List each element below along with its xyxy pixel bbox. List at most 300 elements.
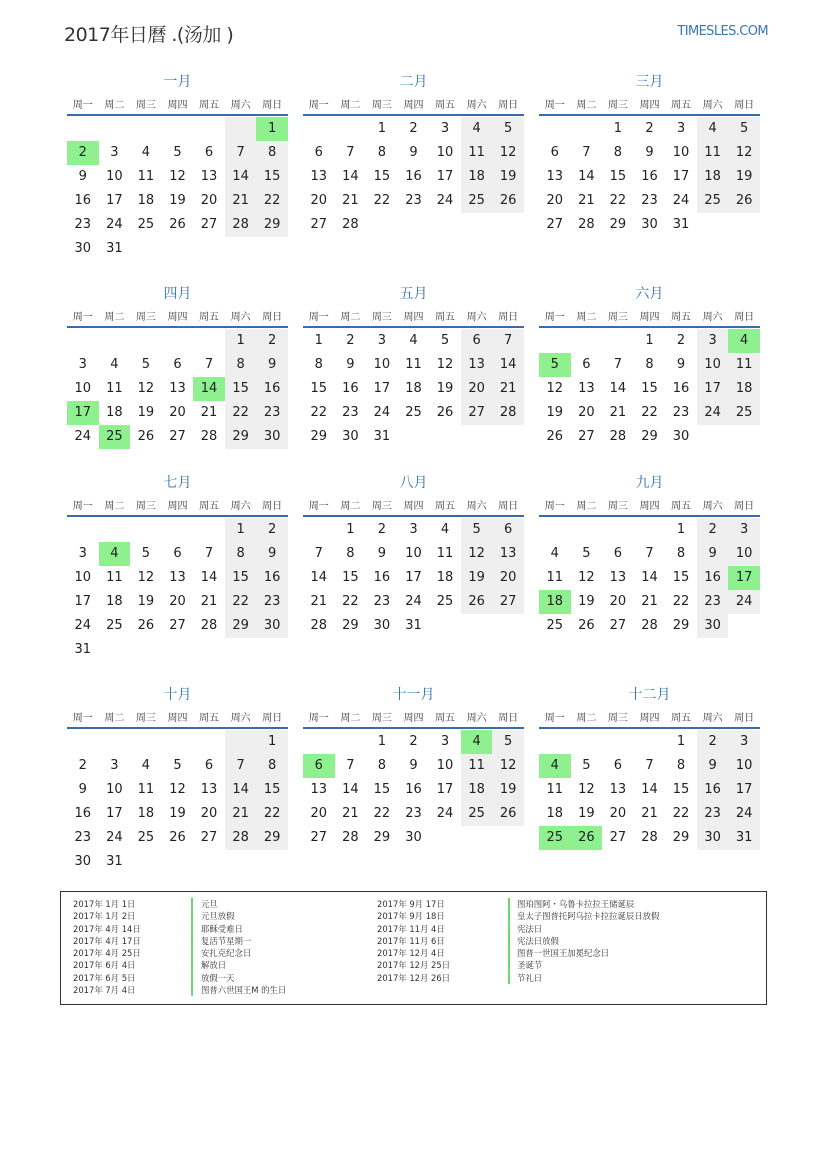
day-cell[interactable]: 26 xyxy=(571,826,603,850)
site-link[interactable]: TIMESLES.COM xyxy=(677,24,768,39)
day-cell[interactable]: 23 xyxy=(672,405,690,420)
day-cell[interactable]: 22 xyxy=(256,802,288,826)
day-cell[interactable]: 24 xyxy=(373,405,391,420)
day-cell[interactable]: 11 xyxy=(728,353,760,377)
day-cell[interactable]: 6 xyxy=(204,145,214,160)
day-cell[interactable]: 6 xyxy=(173,357,182,372)
day-cell[interactable]: 28 xyxy=(200,618,218,633)
day-cell[interactable]: 16 xyxy=(256,377,288,401)
day-cell[interactable]: 14 xyxy=(641,782,658,797)
day-cell[interactable]: 7 xyxy=(346,145,355,160)
day-cell[interactable]: 4 xyxy=(99,542,131,566)
day-cell[interactable]: 22 xyxy=(672,594,690,609)
day-cell[interactable]: 6 xyxy=(492,518,524,542)
day-cell[interactable]: 15 xyxy=(225,566,257,590)
day-cell[interactable]: 21 xyxy=(492,377,524,401)
day-cell[interactable]: 15 xyxy=(373,782,391,797)
day-cell[interactable]: 16 xyxy=(74,806,92,821)
day-cell[interactable]: 20 xyxy=(578,405,595,420)
day-cell[interactable]: 27 xyxy=(461,401,493,425)
day-cell[interactable]: 4 xyxy=(697,117,729,141)
day-cell[interactable]: 11 xyxy=(436,546,454,561)
day-cell[interactable]: 26 xyxy=(546,429,564,444)
day-cell[interactable]: 17 xyxy=(728,566,760,590)
day-cell[interactable]: 6 xyxy=(173,546,182,561)
day-cell[interactable]: 7 xyxy=(314,546,323,561)
day-cell[interactable]: 15 xyxy=(672,570,690,585)
day-cell[interactable]: 2 xyxy=(409,121,418,136)
day-cell[interactable]: 17 xyxy=(697,377,729,401)
day-cell[interactable]: 19 xyxy=(546,405,564,420)
day-cell[interactable]: 18 xyxy=(436,570,454,585)
day-cell[interactable]: 24 xyxy=(728,802,760,826)
day-cell[interactable]: 13 xyxy=(578,381,595,396)
day-cell[interactable]: 27 xyxy=(169,429,186,444)
day-cell[interactable]: 30 xyxy=(672,429,690,444)
day-cell[interactable]: 19 xyxy=(492,165,524,189)
day-cell[interactable]: 11 xyxy=(137,169,155,184)
day-cell[interactable]: 20 xyxy=(492,566,524,590)
day-cell[interactable]: 31 xyxy=(373,429,391,444)
day-cell[interactable]: 30 xyxy=(697,826,729,850)
day-cell[interactable]: 13 xyxy=(609,570,627,585)
day-cell[interactable]: 28 xyxy=(641,830,658,845)
day-cell[interactable]: 30 xyxy=(74,241,92,256)
day-cell[interactable]: 6 xyxy=(582,357,591,372)
day-cell[interactable]: 19 xyxy=(461,566,493,590)
day-cell[interactable]: 26 xyxy=(492,802,524,826)
day-cell[interactable]: 11 xyxy=(106,570,123,585)
day-cell[interactable]: 12 xyxy=(728,141,760,165)
day-cell[interactable]: 12 xyxy=(578,570,595,585)
day-cell[interactable]: 3 xyxy=(676,121,686,136)
day-cell[interactable]: 29 xyxy=(225,614,257,638)
day-cell[interactable]: 26 xyxy=(578,618,595,633)
day-cell[interactable]: 18 xyxy=(106,594,123,609)
day-cell[interactable]: 4 xyxy=(141,145,151,160)
day-cell[interactable]: 21 xyxy=(342,806,359,821)
day-cell[interactable]: 23 xyxy=(256,401,288,425)
day-cell[interactable]: 25 xyxy=(405,405,422,420)
day-cell[interactable]: 5 xyxy=(173,758,182,773)
day-cell[interactable]: 21 xyxy=(225,802,257,826)
day-cell[interactable]: 17 xyxy=(672,169,690,184)
day-cell[interactable]: 30 xyxy=(74,854,92,869)
day-cell[interactable]: 20 xyxy=(609,806,627,821)
day-cell[interactable]: 19 xyxy=(137,594,155,609)
day-cell[interactable]: 19 xyxy=(578,594,595,609)
day-cell[interactable]: 24 xyxy=(436,806,454,821)
day-cell[interactable]: 26 xyxy=(169,217,186,232)
day-cell[interactable]: 20 xyxy=(169,594,186,609)
day-cell[interactable]: 17 xyxy=(373,381,391,396)
day-cell[interactable]: 14 xyxy=(578,169,595,184)
day-cell[interactable]: 5 xyxy=(728,117,760,141)
day-cell[interactable]: 2 xyxy=(67,141,99,165)
day-cell[interactable]: 22 xyxy=(256,189,288,213)
day-cell[interactable]: 8 xyxy=(346,546,355,561)
day-cell[interactable]: 7 xyxy=(225,141,257,165)
day-cell[interactable]: 13 xyxy=(200,169,218,184)
day-cell[interactable]: 29 xyxy=(342,618,359,633)
day-cell[interactable]: 1 xyxy=(225,329,257,353)
day-cell[interactable]: 22 xyxy=(609,193,627,208)
day-cell[interactable]: 16 xyxy=(405,169,422,184)
day-cell[interactable]: 15 xyxy=(342,570,359,585)
day-cell[interactable]: 12 xyxy=(492,141,524,165)
day-cell[interactable]: 25 xyxy=(697,189,729,213)
day-cell[interactable]: 19 xyxy=(436,381,454,396)
day-cell[interactable]: 4 xyxy=(461,730,493,754)
day-cell[interactable]: 27 xyxy=(200,217,218,232)
day-cell[interactable]: 9 xyxy=(697,754,729,778)
day-cell[interactable]: 17 xyxy=(74,594,92,609)
day-cell[interactable]: 10 xyxy=(436,758,454,773)
day-cell[interactable]: 6 xyxy=(314,145,323,160)
day-cell[interactable]: 28 xyxy=(225,213,257,237)
day-cell[interactable]: 18 xyxy=(461,165,493,189)
day-cell[interactable]: 2 xyxy=(256,518,288,542)
day-cell[interactable]: 13 xyxy=(492,542,524,566)
day-cell[interactable]: 12 xyxy=(436,357,454,372)
day-cell[interactable]: 2 xyxy=(697,730,729,754)
day-cell[interactable]: 2 xyxy=(346,333,355,348)
day-cell[interactable]: 27 xyxy=(200,830,218,845)
day-cell[interactable]: 27 xyxy=(609,830,627,845)
day-cell[interactable]: 6 xyxy=(613,546,623,561)
day-cell[interactable]: 8 xyxy=(613,145,623,160)
day-cell[interactable]: 17 xyxy=(728,778,760,802)
day-cell[interactable]: 31 xyxy=(672,217,690,232)
day-cell[interactable]: 2 xyxy=(409,734,418,749)
day-cell[interactable]: 7 xyxy=(225,754,257,778)
day-cell[interactable]: 6 xyxy=(204,758,214,773)
day-cell[interactable]: 27 xyxy=(609,618,627,633)
day-cell[interactable]: 1 xyxy=(676,522,686,537)
day-cell[interactable]: 30 xyxy=(256,614,288,638)
day-cell[interactable]: 24 xyxy=(106,217,123,232)
day-cell[interactable]: 10 xyxy=(373,357,391,372)
day-cell[interactable]: 17 xyxy=(436,169,454,184)
day-cell[interactable]: 6 xyxy=(461,329,493,353)
day-cell[interactable]: 28 xyxy=(609,429,627,444)
day-cell[interactable]: 12 xyxy=(461,542,493,566)
day-cell[interactable]: 14 xyxy=(200,570,218,585)
day-cell[interactable]: 30 xyxy=(342,429,359,444)
day-cell[interactable]: 15 xyxy=(672,782,690,797)
day-cell[interactable]: 24 xyxy=(74,618,92,633)
day-cell[interactable]: 24 xyxy=(728,590,760,614)
day-cell[interactable]: 29 xyxy=(225,425,257,449)
day-cell[interactable]: 26 xyxy=(461,590,493,614)
day-cell[interactable]: 23 xyxy=(256,590,288,614)
day-cell[interactable]: 11 xyxy=(137,782,155,797)
day-cell[interactable]: 1 xyxy=(676,734,686,749)
day-cell[interactable]: 17 xyxy=(436,782,454,797)
day-cell[interactable]: 25 xyxy=(461,802,493,826)
day-cell[interactable]: 28 xyxy=(225,826,257,850)
day-cell[interactable]: 25 xyxy=(137,830,155,845)
day-cell[interactable]: 15 xyxy=(310,381,328,396)
day-cell[interactable]: 19 xyxy=(728,165,760,189)
day-cell[interactable]: 2 xyxy=(676,333,686,348)
day-cell[interactable]: 4 xyxy=(461,117,493,141)
day-cell[interactable]: 17 xyxy=(106,806,123,821)
day-cell[interactable]: 4 xyxy=(539,754,571,778)
day-cell[interactable]: 11 xyxy=(697,141,729,165)
day-cell[interactable]: 12 xyxy=(492,754,524,778)
day-cell[interactable]: 13 xyxy=(310,782,328,797)
day-cell[interactable]: 18 xyxy=(546,806,564,821)
day-cell[interactable]: 23 xyxy=(405,193,422,208)
day-cell[interactable]: 27 xyxy=(492,590,524,614)
day-cell[interactable]: 1 xyxy=(377,734,387,749)
day-cell[interactable]: 22 xyxy=(342,594,359,609)
day-cell[interactable]: 12 xyxy=(169,169,186,184)
day-cell[interactable]: 16 xyxy=(641,169,658,184)
day-cell[interactable]: 3 xyxy=(110,758,119,773)
day-cell[interactable]: 13 xyxy=(310,169,328,184)
day-cell[interactable]: 1 xyxy=(256,730,288,754)
day-cell[interactable]: 31 xyxy=(106,854,123,869)
day-cell[interactable]: 3 xyxy=(409,522,418,537)
day-cell[interactable]: 5 xyxy=(173,145,182,160)
day-cell[interactable]: 30 xyxy=(641,217,658,232)
day-cell[interactable]: 7 xyxy=(645,758,654,773)
day-cell[interactable]: 28 xyxy=(342,217,359,232)
day-cell[interactable]: 25 xyxy=(99,425,131,449)
day-cell[interactable]: 12 xyxy=(169,782,186,797)
day-cell[interactable]: 22 xyxy=(225,590,257,614)
day-cell[interactable]: 19 xyxy=(578,806,595,821)
day-cell[interactable]: 7 xyxy=(492,329,524,353)
day-cell[interactable]: 22 xyxy=(310,405,328,420)
day-cell[interactable]: 14 xyxy=(193,377,225,401)
day-cell[interactable]: 16 xyxy=(74,193,92,208)
day-cell[interactable]: 11 xyxy=(405,357,422,372)
day-cell[interactable]: 31 xyxy=(74,642,92,657)
day-cell[interactable]: 28 xyxy=(641,618,658,633)
day-cell[interactable]: 14 xyxy=(609,381,627,396)
day-cell[interactable]: 7 xyxy=(645,546,654,561)
day-cell[interactable]: 2 xyxy=(697,518,729,542)
day-cell[interactable]: 26 xyxy=(137,618,155,633)
day-cell[interactable]: 9 xyxy=(645,145,654,160)
day-cell[interactable]: 28 xyxy=(578,217,595,232)
day-cell[interactable]: 22 xyxy=(641,405,658,420)
day-cell[interactable]: 9 xyxy=(256,542,288,566)
day-cell[interactable]: 30 xyxy=(405,830,422,845)
day-cell[interactable]: 23 xyxy=(405,806,422,821)
day-cell[interactable]: 5 xyxy=(539,353,571,377)
day-cell[interactable]: 4 xyxy=(728,329,760,353)
day-cell[interactable]: 10 xyxy=(672,145,690,160)
day-cell[interactable]: 1 xyxy=(225,518,257,542)
day-cell[interactable]: 21 xyxy=(641,594,658,609)
day-cell[interactable]: 16 xyxy=(342,381,359,396)
day-cell[interactable]: 9 xyxy=(377,546,387,561)
day-cell[interactable]: 26 xyxy=(137,429,155,444)
day-cell[interactable]: 28 xyxy=(200,429,218,444)
day-cell[interactable]: 9 xyxy=(409,145,418,160)
day-cell[interactable]: 1 xyxy=(346,522,355,537)
day-cell[interactable]: 13 xyxy=(169,381,186,396)
day-cell[interactable]: 23 xyxy=(697,590,729,614)
day-cell[interactable]: 3 xyxy=(728,730,760,754)
day-cell[interactable]: 4 xyxy=(141,758,151,773)
day-cell[interactable]: 5 xyxy=(440,333,450,348)
day-cell[interactable]: 27 xyxy=(546,217,564,232)
day-cell[interactable]: 13 xyxy=(461,353,493,377)
day-cell[interactable]: 4 xyxy=(409,333,418,348)
day-cell[interactable]: 21 xyxy=(225,189,257,213)
day-cell[interactable]: 16 xyxy=(672,381,690,396)
day-cell[interactable]: 2 xyxy=(256,329,288,353)
day-cell[interactable]: 3 xyxy=(110,145,119,160)
day-cell[interactable]: 7 xyxy=(204,546,214,561)
day-cell[interactable]: 31 xyxy=(106,241,123,256)
day-cell[interactable]: 20 xyxy=(609,594,627,609)
day-cell[interactable]: 28 xyxy=(310,618,328,633)
day-cell[interactable]: 10 xyxy=(74,570,92,585)
day-cell[interactable]: 1 xyxy=(314,333,323,348)
day-cell[interactable]: 23 xyxy=(74,217,92,232)
day-cell[interactable]: 1 xyxy=(613,121,623,136)
day-cell[interactable]: 14 xyxy=(641,570,658,585)
day-cell[interactable]: 20 xyxy=(200,193,218,208)
day-cell[interactable]: 9 xyxy=(697,542,729,566)
day-cell[interactable]: 18 xyxy=(728,377,760,401)
day-cell[interactable]: 16 xyxy=(697,778,729,802)
day-cell[interactable]: 2 xyxy=(377,522,387,537)
day-cell[interactable]: 29 xyxy=(310,429,328,444)
day-cell[interactable]: 6 xyxy=(550,145,559,160)
day-cell[interactable]: 12 xyxy=(137,570,155,585)
day-cell[interactable]: 30 xyxy=(697,614,729,638)
day-cell[interactable]: 13 xyxy=(546,169,564,184)
day-cell[interactable]: 19 xyxy=(169,806,186,821)
day-cell[interactable]: 24 xyxy=(697,401,729,425)
day-cell[interactable]: 15 xyxy=(256,778,288,802)
day-cell[interactable]: 5 xyxy=(141,357,151,372)
day-cell[interactable]: 9 xyxy=(78,169,87,184)
day-cell[interactable]: 8 xyxy=(676,758,686,773)
day-cell[interactable]: 8 xyxy=(256,754,288,778)
day-cell[interactable]: 23 xyxy=(342,405,359,420)
day-cell[interactable]: 7 xyxy=(613,357,623,372)
day-cell[interactable]: 15 xyxy=(225,377,257,401)
day-cell[interactable]: 24 xyxy=(672,193,690,208)
day-cell[interactable]: 11 xyxy=(106,381,123,396)
day-cell[interactable]: 20 xyxy=(200,806,218,821)
day-cell[interactable]: 8 xyxy=(256,141,288,165)
day-cell[interactable]: 10 xyxy=(697,353,729,377)
day-cell[interactable]: 20 xyxy=(310,193,328,208)
day-cell[interactable]: 21 xyxy=(310,594,328,609)
day-cell[interactable]: 31 xyxy=(728,826,760,850)
day-cell[interactable]: 8 xyxy=(314,357,323,372)
day-cell[interactable]: 16 xyxy=(405,782,422,797)
day-cell[interactable]: 3 xyxy=(78,546,87,561)
day-cell[interactable]: 26 xyxy=(492,189,524,213)
day-cell[interactable]: 18 xyxy=(137,193,155,208)
day-cell[interactable]: 23 xyxy=(373,594,391,609)
day-cell[interactable]: 4 xyxy=(110,357,119,372)
day-cell[interactable]: 29 xyxy=(609,217,627,232)
day-cell[interactable]: 18 xyxy=(405,381,422,396)
day-cell[interactable]: 11 xyxy=(461,141,493,165)
day-cell[interactable]: 17 xyxy=(67,401,99,425)
day-cell[interactable]: 8 xyxy=(225,353,257,377)
day-cell[interactable]: 3 xyxy=(728,518,760,542)
day-cell[interactable]: 5 xyxy=(582,758,591,773)
day-cell[interactable]: 27 xyxy=(310,217,328,232)
day-cell[interactable]: 28 xyxy=(342,830,359,845)
day-cell[interactable]: 24 xyxy=(436,193,454,208)
day-cell[interactable]: 3 xyxy=(78,357,87,372)
day-cell[interactable]: 10 xyxy=(106,782,123,797)
day-cell[interactable]: 9 xyxy=(346,357,355,372)
day-cell[interactable]: 23 xyxy=(697,802,729,826)
day-cell[interactable]: 29 xyxy=(641,429,658,444)
day-cell[interactable]: 16 xyxy=(697,566,729,590)
day-cell[interactable]: 25 xyxy=(106,618,123,633)
day-cell[interactable]: 26 xyxy=(436,405,454,420)
day-cell[interactable]: 14 xyxy=(310,570,328,585)
day-cell[interactable]: 10 xyxy=(728,542,760,566)
day-cell[interactable]: 15 xyxy=(373,169,391,184)
day-cell[interactable]: 5 xyxy=(492,117,524,141)
day-cell[interactable]: 21 xyxy=(578,193,595,208)
day-cell[interactable]: 25 xyxy=(137,217,155,232)
day-cell[interactable]: 25 xyxy=(546,618,564,633)
day-cell[interactable]: 27 xyxy=(578,429,595,444)
day-cell[interactable]: 6 xyxy=(613,758,623,773)
day-cell[interactable]: 8 xyxy=(377,145,387,160)
day-cell[interactable]: 29 xyxy=(256,826,288,850)
day-cell[interactable]: 12 xyxy=(546,381,564,396)
day-cell[interactable]: 29 xyxy=(672,830,690,845)
day-cell[interactable]: 21 xyxy=(200,405,218,420)
day-cell[interactable]: 23 xyxy=(641,193,658,208)
day-cell[interactable]: 26 xyxy=(169,830,186,845)
day-cell[interactable]: 21 xyxy=(200,594,218,609)
day-cell[interactable]: 5 xyxy=(582,546,591,561)
day-cell[interactable]: 16 xyxy=(256,566,288,590)
day-cell[interactable]: 15 xyxy=(609,169,627,184)
day-cell[interactable]: 18 xyxy=(106,405,123,420)
day-cell[interactable]: 26 xyxy=(728,189,760,213)
day-cell[interactable]: 5 xyxy=(141,546,151,561)
day-cell[interactable]: 18 xyxy=(539,590,571,614)
day-cell[interactable]: 14 xyxy=(342,169,359,184)
day-cell[interactable]: 18 xyxy=(461,778,493,802)
day-cell[interactable]: 1 xyxy=(256,117,288,141)
day-cell[interactable]: 14 xyxy=(342,782,359,797)
day-cell[interactable]: 9 xyxy=(256,353,288,377)
day-cell[interactable]: 7 xyxy=(204,357,214,372)
day-cell[interactable]: 1 xyxy=(377,121,387,136)
day-cell[interactable]: 3 xyxy=(377,333,387,348)
day-cell[interactable]: 9 xyxy=(409,758,418,773)
day-cell[interactable]: 10 xyxy=(436,145,454,160)
day-cell[interactable]: 5 xyxy=(461,518,493,542)
day-cell[interactable]: 22 xyxy=(672,806,690,821)
day-cell[interactable]: 29 xyxy=(256,213,288,237)
day-cell[interactable]: 30 xyxy=(256,425,288,449)
day-cell[interactable]: 1 xyxy=(645,333,654,348)
day-cell[interactable]: 9 xyxy=(676,357,686,372)
